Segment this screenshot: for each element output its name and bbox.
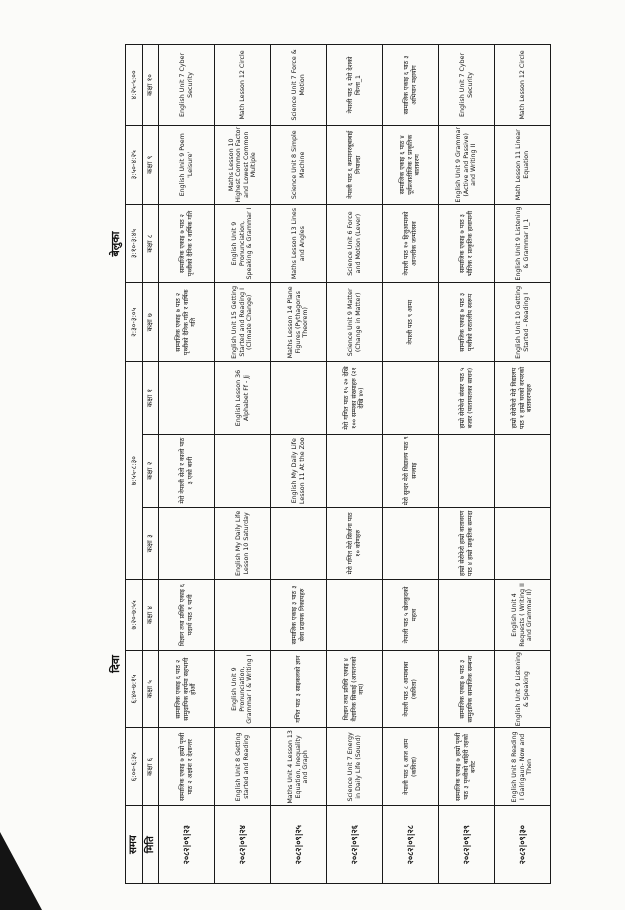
lesson-cell — [215, 434, 271, 507]
lesson-cell: English Unit 9 Listening & Speaking — [495, 650, 551, 728]
schedule-row — [439, 45, 495, 884]
date-cell: २०८२|०९|२४ — [215, 806, 271, 884]
lesson-cell: Maths Lesson 14 Plane Figures (Pythagoras Theorem) — [271, 283, 327, 362]
time-slot: ४:२५-५:०० — [126, 45, 143, 126]
lesson-cell: Math Lesson 12 Circle — [215, 45, 271, 126]
lesson-cell: नेपाली पाठ ६ मेरो देशको चिन्ता_1 — [327, 45, 383, 126]
day-shift-label: दिवा — [109, 655, 122, 673]
schedule-table — [125, 44, 551, 884]
time-slot: ६:००-६:३५ — [126, 728, 143, 806]
lesson-cell: English Unit 9 Grammar (Active and Passive) and Writing II — [439, 125, 495, 204]
schedule-row — [215, 45, 271, 884]
lesson-cell: Science Unit 8 Simple Machine — [271, 125, 327, 204]
lesson-cell: नेपाली पाठ ९ आमा — [383, 283, 439, 362]
lesson-cell: नेपाली पाठ ५ खेलकुदको महत्व — [383, 580, 439, 651]
lesson-cell: English Unit 8 Reading I Galrigaun- Now and Then — [495, 728, 551, 806]
lesson-cell: नेपाली पाठ ६ आज आम (कविता) — [383, 728, 439, 806]
lesson-cell: English Unit 9 Pronunciation, Speaking & Grammar I — [215, 204, 271, 283]
miti-header: मिति — [143, 806, 159, 884]
lesson-cell: सामाजिक एकाइ ७ हाम्रो पृथ्वी पाठ २ अक्षांश र देशान्तर — [159, 728, 215, 806]
class-header: कक्षा ७ — [143, 283, 159, 362]
lesson-cell: सामाजिक एकाइ ७ हाम्रो पृथ्वी पाठ ३ पृथ्वीको बाहिरी तहको बनोट — [439, 728, 495, 806]
lesson-cell — [383, 507, 439, 580]
date-cell: २०८२|०९|२९ — [439, 806, 495, 884]
class-header: कक्षा १ — [143, 362, 159, 435]
lesson-cell — [271, 507, 327, 580]
time-row — [126, 45, 143, 884]
lesson-cell: गणित पाठ ३ साइकलको ज्ञान — [271, 650, 327, 728]
lesson-cell — [495, 507, 551, 580]
lesson-cell: English My Daily Life Lesson 10 Saturday — [215, 507, 271, 580]
lesson-cell: English Unit 7 Cyber Security — [439, 45, 495, 126]
lesson-cell: नेपाली पाठ १० हिजुआमाको आन्तरीक जन्मोत्सव — [383, 204, 439, 283]
lesson-cell — [383, 362, 439, 435]
class-header: कक्षा २ — [143, 434, 159, 507]
class-header: कक्षा ४ — [143, 580, 159, 651]
lesson-cell — [327, 434, 383, 507]
lesson-cell: Science Unit 7 Energy in Daily Life (Sound) — [327, 728, 383, 806]
class-header: कक्षा ५ — [143, 650, 159, 728]
lesson-cell — [495, 434, 551, 507]
time-slot: ६:४०-७:१५ — [126, 650, 143, 728]
lesson-cell — [327, 580, 383, 651]
lesson-cell: English Unit 10 Getting Started - Reading I — [495, 283, 551, 362]
lesson-cell: नेपाली पाठ ६ कम्पानरबूबाबाई नियाल्दा — [327, 125, 383, 204]
lesson-cell: सामाजिक एकाइ ७ पाठ २ पृथ्वीको दैनिक गति र वार्षिक गति — [159, 283, 215, 362]
lesson-cell: हाम्रो सेरोफेरो मेरो विद्यालय पाठ १ हाम्रो घरको वरपरको बातावरणहरु — [495, 362, 551, 435]
lesson-cell: सामाजिक एकाइ ७ पाठ ३ भौतिक र प्राकृतिक हावापानी — [439, 204, 495, 283]
schedule-row — [495, 45, 551, 884]
lesson-cell: सामाजिक एकाइ ६ पाठ २ सामुदायिक कार्यमा सहभागी होऔं — [159, 650, 215, 728]
lesson-cell: सामाजिक एकाइ ७ पाठ २ पृथ्वीको दैनिक र वार्षिक गति — [159, 204, 215, 283]
lesson-cell: Maths Unit 4 Lesson 13 Equation, Inequality and Graph — [271, 728, 327, 806]
schedule-row — [159, 45, 215, 884]
lesson-cell: English Unit 9 Poem 'Leisure' — [159, 125, 215, 204]
time-slot: २:३०-३:०५ — [126, 283, 143, 362]
date-cell: २०८२|०९|२६ — [327, 806, 383, 884]
lesson-cell: मेरो सुन्दर मेरो विद्यालय पाठ ९ सन्त्वाइ — [383, 434, 439, 507]
lesson-cell: मेरो गणित मेरो सिर्जना पाठ १० कोणहरु — [327, 507, 383, 580]
lesson-cell: सामाजिक एकाइ ३ पाठ ३ सेवा प्रदायक निकायहरु — [271, 580, 327, 651]
lesson-cell: Maths Lesson 13 Lines and Angles — [271, 204, 327, 283]
lesson-cell — [271, 362, 327, 435]
date-cell: २०८२|०९|२८ — [383, 806, 439, 884]
lesson-cell: हाम्रो सेरोफेरो संसार पाठ ५ बजार (यातायातका साधन) — [439, 362, 495, 435]
schedule-sheet — [108, 44, 536, 884]
lesson-cell: Maths Lesson 10 Highest Common Factor and Lowest Common Multiple — [215, 125, 271, 204]
lesson-cell — [159, 507, 215, 580]
lesson-cell: English Unit 9 Listening & Grammar II_1 — [495, 204, 551, 283]
lesson-cell: English Unit 15 Getting Started and Reading I (Climate Change) — [215, 283, 271, 362]
scan-shadow — [0, 832, 42, 910]
lesson-cell: English Unit 9 Pronunciation, Grammar I & Writing I — [215, 650, 271, 728]
class-row — [143, 45, 159, 884]
lesson-cell — [439, 580, 495, 651]
class-header: कक्षा ९ — [143, 125, 159, 204]
lesson-cell: English Unit 8 Getting started and Reading — [215, 728, 271, 806]
lesson-cell: विज्ञान तथा प्रविधि एकाइ ४ वैज्ञानिक सिकाई (आयतनको नाप) — [327, 650, 383, 728]
lesson-cell: सामाजिक एकाइ ७ पाठ ३ सामुदायिक सामाजिक सम्बन्ध — [439, 650, 495, 728]
lesson-cell: विज्ञान तथा प्रविधि एकाइ ६ पदार्थ पाठ १ पानी — [159, 580, 215, 651]
samaya-header: समय — [126, 806, 143, 884]
lesson-cell: English My Daily Life Lesson 11 At the Zoo — [271, 434, 327, 507]
lesson-cell — [215, 580, 271, 651]
lesson-cell: Science Unit 7 Force & Motion — [271, 45, 327, 126]
lesson-cell: English Unit 4 Requests ( Writing II and Grammar II) — [495, 580, 551, 651]
time-slot: ३:५०-४:२५ — [126, 125, 143, 204]
lesson-cell: नेपाली पाठ ८ आमाबाबा (कविता) — [383, 650, 439, 728]
schedule-row — [383, 45, 439, 884]
lesson-cell: मेरो गणित पाठ १५ २० देखि १०० सम्मका संख्याहरु (२१ देखि ४०) — [327, 362, 383, 435]
time-slot: ३:१०-३:४५ — [126, 204, 143, 283]
class-header: कक्षा ६ — [143, 728, 159, 806]
lesson-cell: Math Lesson 12 Circle — [495, 45, 551, 126]
lesson-cell: सामाजिक एकाइ ६ पाठ ३ अभियान महायोग — [383, 45, 439, 126]
lesson-cell: सामाजिक एकाइ ७ पाठ ३ पृथ्वीको धरातलीय स्वरूप — [439, 283, 495, 362]
date-cell: २०८२|०९|२३ — [159, 806, 215, 884]
time-slot: ७:५५-८:३० — [126, 362, 143, 580]
lesson-cell: हाम्रो सेरोफेरो हाम्रो वातावरण पाठ ४ हाम्रो प्राकृतिक सम्पदा — [439, 507, 495, 580]
lesson-cell: English Lesson 36 Alphabet Ff - Jj — [215, 362, 271, 435]
time-slot: ७:२०-७:५५ — [126, 580, 143, 651]
lesson-cell: सामाजिक एकाइ ६ पाठ ४ पूर्वप्रजातीजिक र प्राकृतिक बातावरण — [383, 125, 439, 204]
lesson-cell: Science Unit 9 Matter (Change in Matter) — [327, 283, 383, 362]
lesson-cell: मेरो नेपाली सेतो र कालो पाठ ३ एको बानी — [159, 434, 215, 507]
class-header: कक्षा १० — [143, 45, 159, 126]
date-cell: २०८२|०९|३० — [495, 806, 551, 884]
lesson-cell: Math Lesson 11 Linear Equation — [495, 125, 551, 204]
lesson-cell: English Unit 7 Cyber Security — [159, 45, 215, 126]
schedule-rows — [159, 45, 551, 884]
lesson-cell: Science Unit 6 Force and Motion (Lever) — [327, 204, 383, 283]
schedule-row — [271, 45, 327, 884]
lesson-cell — [439, 434, 495, 507]
schedule-row — [327, 45, 383, 884]
class-header: कक्षा ३ — [143, 507, 159, 580]
class-header: कक्षा ८ — [143, 204, 159, 283]
evening-shift-label: बेलुका — [109, 231, 122, 257]
lesson-cell — [159, 362, 215, 435]
date-cell: २०८२|०९|२५ — [271, 806, 327, 884]
